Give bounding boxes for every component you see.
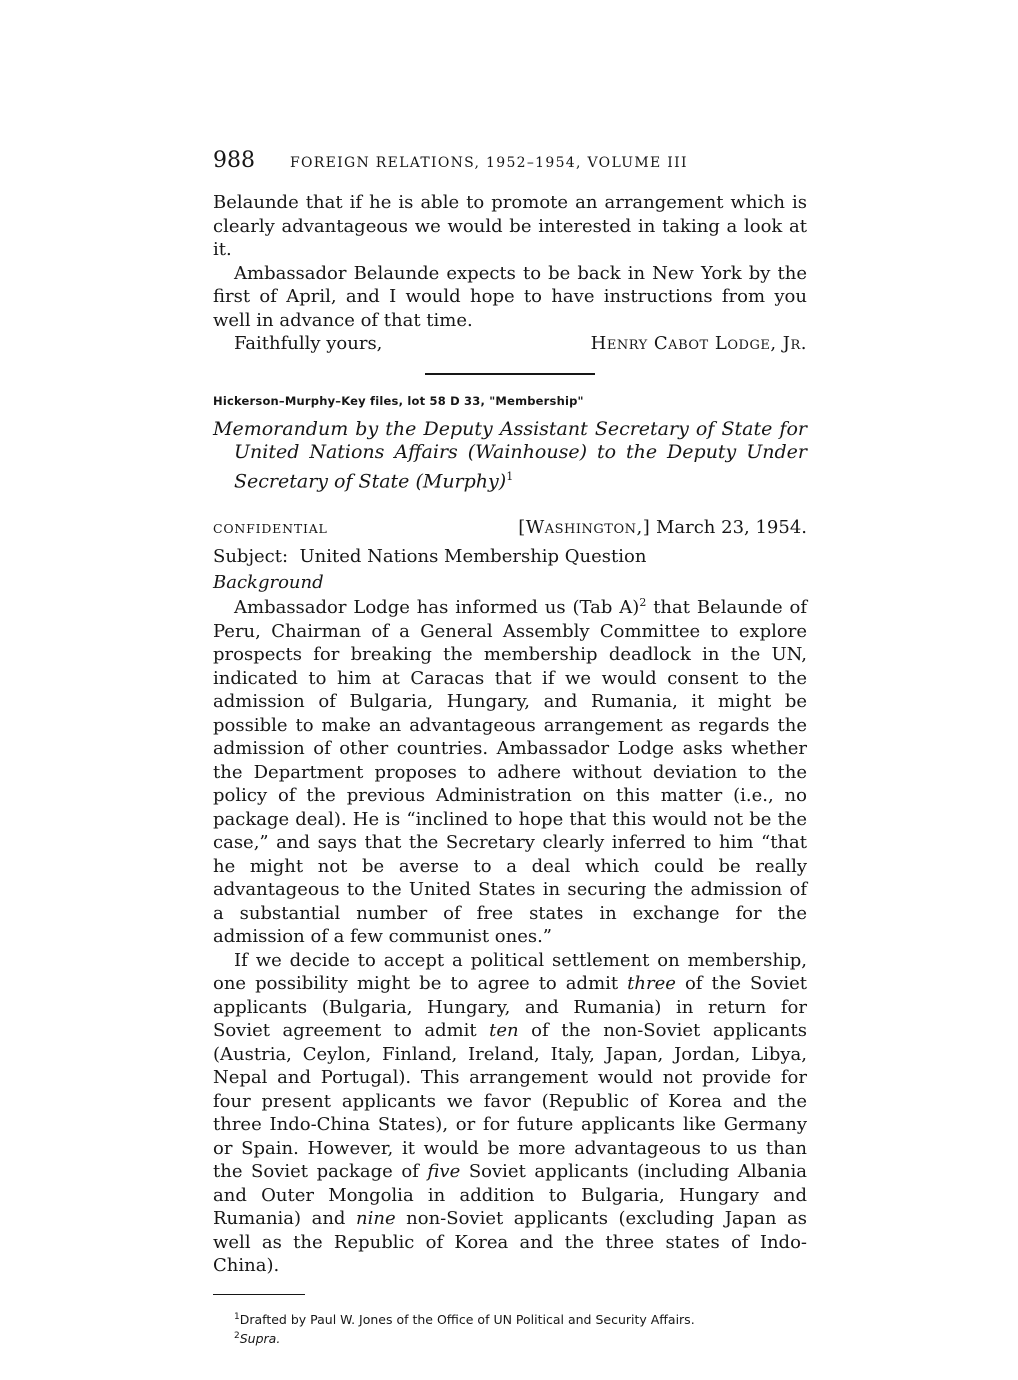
- text-run: Soviet applicants (including Albania and Outer Mongolia in addition to Bulgaria, Hungary and Rumania) and: [213, 1161, 807, 1230]
- emphasis: five: [427, 1161, 461, 1183]
- document-page: [213, 148, 807, 1347]
- signature: Henry Cabot Lodge, Jr.: [590, 333, 807, 354]
- text-run: that Belaunde of Peru, Chairman of a General Assembly Committee to explore prospects for breaking the membership deadlock in the UN, indicated to him at Caracas that if we would consent to the admission of Bulgaria, Hungary, and Rumania, it might be possible to make an advantageous arrangement as regards the admission of other countries. Ambassador Lodge asks whether the Department proposes to adhere without deviation to the policy of the previous Administration on this matter (i.e., no package deal). He is “inclined to hope that this would not be the case,” and says that the Secretary clearly inferred to him “that he might not be averse to a deal which could be really advantageous to the United States in securing the admission of a substantial number of free states in exchange for the admission of a few communist ones.”: [213, 597, 807, 948]
- footnote-text: Supra.: [239, 1331, 281, 1347]
- footnote-text: Drafted by Paul W. Jones of the Office of UN Political and Security Affairs.: [239, 1311, 695, 1327]
- place-date: [518, 517, 807, 538]
- subject-text: United Nations Membership Question: [299, 546, 647, 568]
- body-paragraph: [213, 596, 807, 949]
- body-paragraph: [213, 949, 807, 1278]
- running-title: FOREIGN RELATIONS, 1952–1954, VOLUME III: [290, 155, 688, 171]
- footnote-mark: 2: [234, 1330, 240, 1341]
- page-number: 988: [213, 148, 255, 173]
- classification-label: CONFIDENTIAL: [213, 521, 328, 537]
- closing-phrase: Faithfully yours,: [234, 333, 383, 354]
- text-run: non-Soviet applicants (excluding Japan as well as the Republic of Korea and the three states of Indo-China).: [213, 1208, 808, 1277]
- emphasis: three: [627, 973, 676, 995]
- text-run: of the non-Soviet applicants (Austria, Ceylon, Finland, Ireland, Italy, Japan, Jordan, Libya, Nepal and Portugal). This arrangement would not provide for four present applicants we favor (Republic of Korea and the three Indo-China States), or for future applicants like Germany or Spain. However, it would be more advantageous to us than the Soviet package of: [213, 1020, 807, 1183]
- section-divider: [425, 373, 595, 375]
- emphasis: nine: [356, 1208, 396, 1230]
- dateline-date: March 23, 1954.: [655, 517, 807, 539]
- text-run: of the Soviet applicants (Bulgaria, Hungary, and Rumania) in return for Soviet agreement to admit: [213, 973, 808, 1042]
- document-title: [213, 418, 807, 494]
- letter-continuation: [213, 191, 807, 356]
- subject-label: Subject:: [213, 546, 289, 568]
- source-citation: Hickerson–Murphy–Key files, lot 58 D 33, "Membership": [213, 393, 584, 408]
- text-run: If we decide to accept a political settlement on membership, one possibility might be to agree to admit: [213, 949, 807, 995]
- continuation-paragraph: Ambassador Belaunde expects to be back in New York by the first of April, and I would hope to have instructions from you well in advance of that time.: [213, 262, 807, 331]
- section-heading: Background: [213, 572, 324, 594]
- footnote-ref: 1: [506, 469, 514, 483]
- subject-line: [213, 544, 807, 570]
- footnote-ref: 2: [639, 596, 647, 610]
- dateline-place: [Washington,]: [518, 517, 651, 539]
- footnote: [234, 1328, 807, 1347]
- footnote-divider: [213, 1294, 305, 1295]
- document-title-text: Memorandum by the Deputy Assistant Secretary of State for United Nations Affairs (Wainhouse) to the Deputy Under Secretary of State (Murphy): [213, 417, 807, 492]
- dateline: [213, 517, 807, 538]
- footnotes: [213, 1309, 807, 1347]
- emphasis: ten: [489, 1020, 519, 1042]
- continuation-paragraph: Belaunde that if he is able to promote an arrangement which is clearly advantageous we would be interested in taking a look at it.: [213, 192, 807, 260]
- footnote-mark: 1: [234, 1311, 240, 1322]
- text-run: Ambassador Lodge has informed us (Tab A): [234, 597, 640, 619]
- running-head: [213, 148, 807, 174]
- footnote: [234, 1309, 807, 1328]
- letter-closing: [213, 332, 807, 356]
